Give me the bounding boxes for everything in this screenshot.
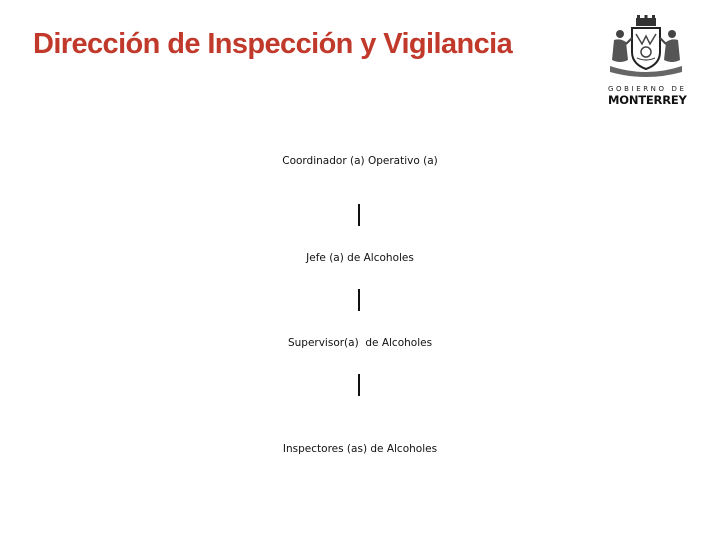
org-connector-3 xyxy=(358,374,360,396)
org-connector-2 xyxy=(358,289,360,311)
org-node-supervisor: Supervisor(a) de Alcoholes xyxy=(287,337,433,349)
monterrey-logo xyxy=(606,14,686,106)
monterrey-coat-of-arms-icon xyxy=(606,14,686,84)
org-node-inspectores: Inspectores (as) de Alcoholes xyxy=(282,443,438,455)
org-node-jefe: Jefe (a) de Alcoholes xyxy=(306,252,414,264)
org-connector-1 xyxy=(358,204,360,226)
org-node-coordinador: Coordinador (a) Operativo (a) xyxy=(282,155,438,167)
logo-text-monterrey: MONTERREY xyxy=(608,93,687,107)
logo-text-gobierno: GOBIERNO DE xyxy=(608,85,687,93)
page-title: Dirección de Inspección y Vigilancia xyxy=(33,28,513,60)
